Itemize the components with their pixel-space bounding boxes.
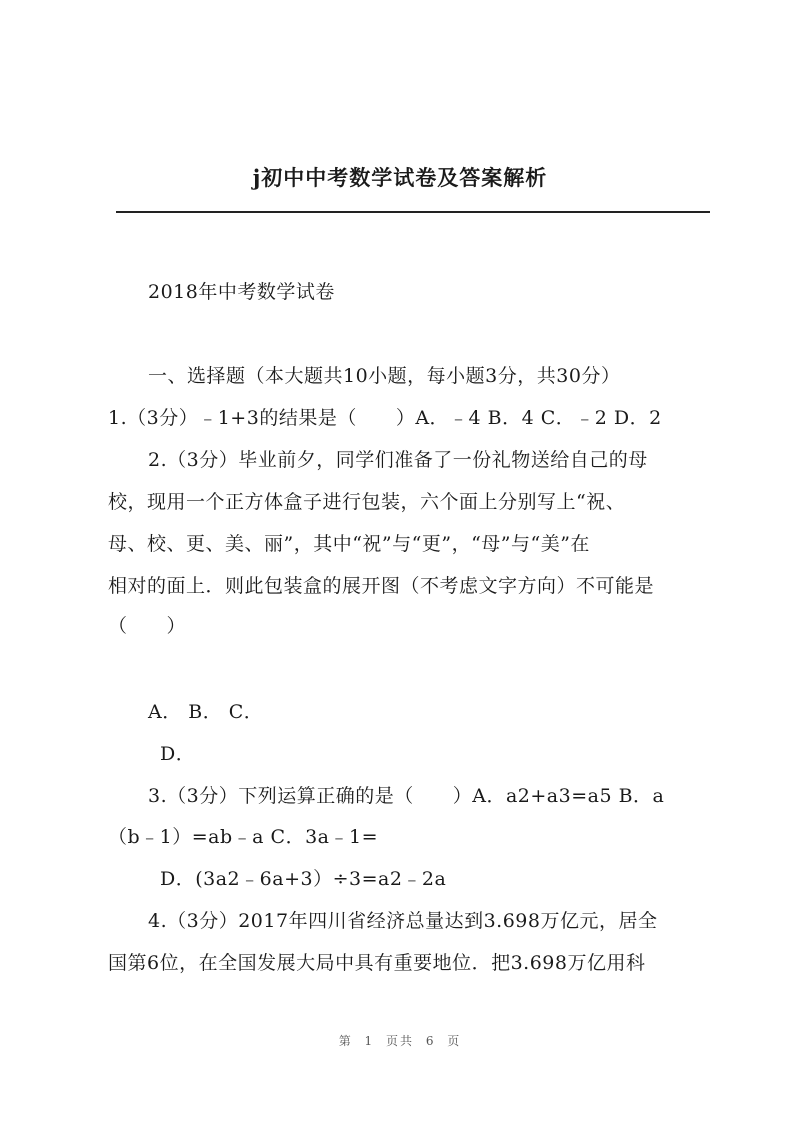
question-4-line-2: 国第6位，在全国发展大局中具有重要地位．把3.698万亿用科	[108, 952, 646, 974]
title-divider	[116, 211, 710, 213]
exam-subtitle: 2018年中考数学试卷	[148, 281, 335, 303]
question-2-line-5: （ ）	[108, 615, 187, 637]
question-2-line-1: 2.（3分）毕业前夕，同学们准备了一份礼物送给自己的母	[148, 449, 648, 471]
section-heading: 一、选择题（本大题共10小题，每小题3分，共30分）	[148, 365, 621, 387]
question-1: 1.（3分）﹣1+3的结果是（ ）A．﹣4 B．4 C．﹣2 D．2	[108, 407, 662, 429]
document-title: j初中中考数学试卷及答案解析	[252, 165, 548, 190]
question-3-line-2: （b﹣1）=ab﹣a C．3a﹣1=	[108, 826, 378, 848]
question-2-line-4: 相对的面上．则此包装盒的展开图（不考虑文字方向）不可能是	[108, 575, 655, 597]
question-2-line-2: 校，现用一个正方体盒子进行包装，六个面上分别写上“祝、	[108, 491, 626, 513]
question-3-line-1: 3.（3分）下列运算正确的是（ ）A．a2+a3=a5 B．a	[148, 785, 665, 807]
question-4-line-1: 4.（3分）2017年四川省经济总量达到3.698万亿元，居全	[148, 910, 658, 932]
question-2-option-d: D．	[160, 743, 196, 765]
question-3-line-3: D．(3a2﹣6a+3）÷3=a2﹣2a	[160, 868, 447, 890]
question-2-options-abc: A． B． C．	[148, 701, 264, 723]
page-footer: 第 1 页共 6 页	[338, 1034, 462, 1048]
question-2-line-3: 母、校、更、美、丽”，其中“祝”与“更”，“母”与“美”在	[108, 533, 590, 555]
